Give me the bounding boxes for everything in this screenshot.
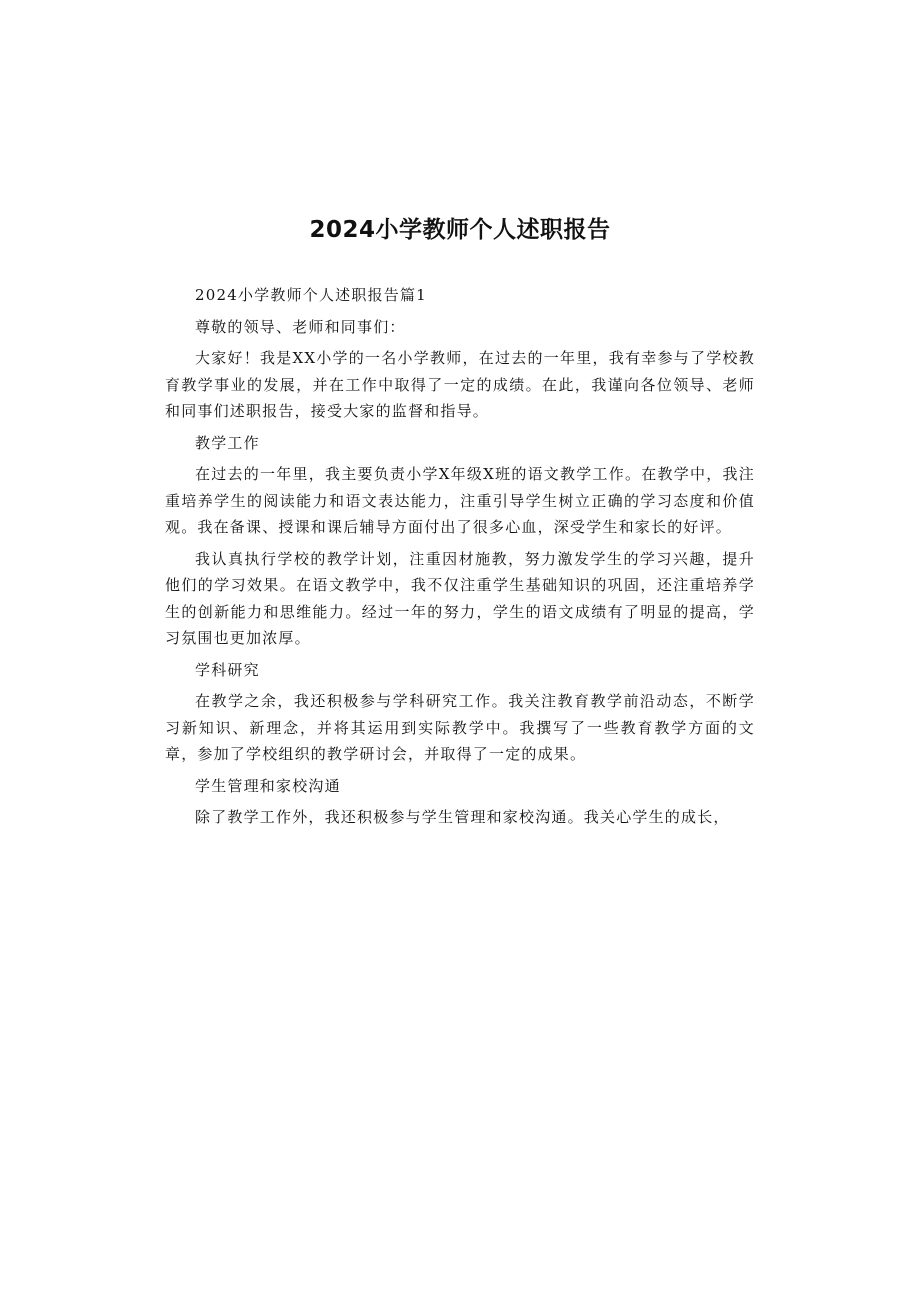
section-heading-teaching: 教学工作 [195,433,260,452]
document-body [165,282,755,836]
section-heading-management: 学生管理和家校沟通 [195,776,341,795]
research-paragraph: 在教学之余，我还积极参与学科研究工作。我关注教育教学前沿动态，不断学习新知识、新理念，并将其运用到实际教学中。我撰写了一些教育教学方面的文章，参加了学校组织的教学研讨会，并取得了一定的成果。 [165,692,755,763]
section-heading-research: 学科研究 [195,660,260,679]
teaching-paragraph-1: 在过去的一年里，我主要负责小学X年级X班的语文教学工作。在教学中，我注重培养学生的阅读能力和语文表达能力，注重引导学生树立正确的学习态度和价值观。我在备课、授课和课后辅导方面付出了很多心血，深受学生和家长的好评。 [165,465,755,536]
intro-paragraph: 大家好！我是XX小学的一名小学教师，在过去的一年里，我有幸参与了学校教育教学事业的发展，并在工作中取得了一定的成绩。在此，我谨向各位领导、老师和同事们述职报告，接受大家的监督和指导。 [165,349,755,420]
management-paragraph: 除了教学工作外，我还积极参与学生管理和家校沟通。我关心学生的成长， [195,808,730,826]
salutation: 尊敬的领导、老师和同事们： [195,317,406,336]
report-subtitle: 2024小学教师个人述职报告篇1 [195,286,427,304]
teaching-paragraph-2: 我认真执行学校的教学计划，注重因材施教，努力激发学生的学习兴趣，提升他们的学习效果。在语文教学中，我不仅注重学生基础知识的巩固，还注重培养学生的创新能力和思维能力。经过一年的努力，学生的语文成绩有了明显的提高，学习氛围也更加浓厚。 [165,549,755,647]
page-title: 2024小学教师个人述职报告 [309,217,611,243]
